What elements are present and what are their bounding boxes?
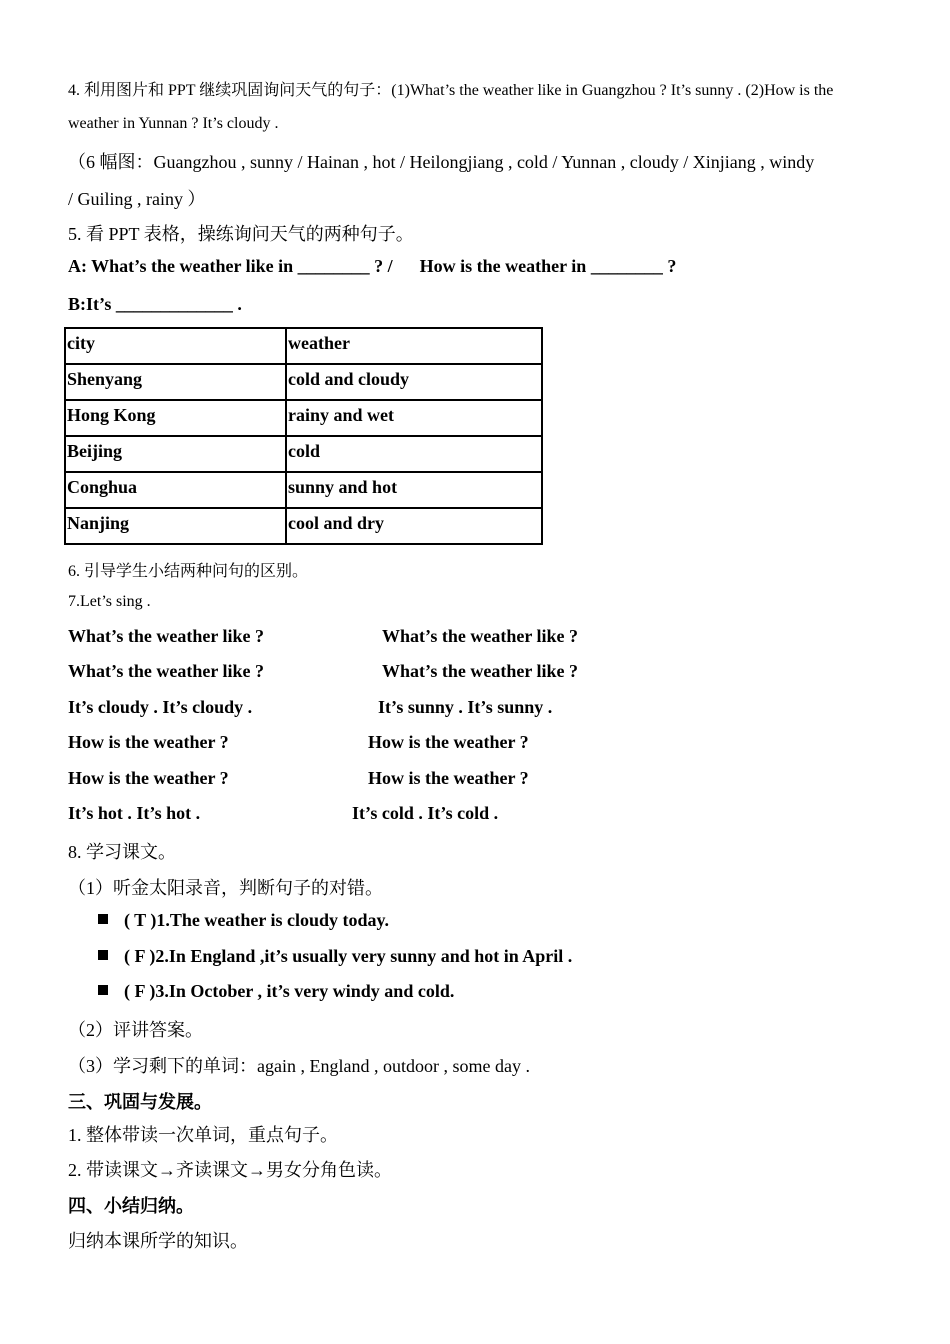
table-cell-city: Beijing <box>65 436 286 472</box>
section4-p1: 归纳本课所学的知识。 <box>68 1231 248 1251</box>
song-right-line: It’s cold . It’s cold . <box>352 803 499 823</box>
section4-heading: 四、小结归纳。 <box>68 1196 194 1216</box>
list-item-text: ( F )2.In England ,it’s usually very sunny and hot in April . <box>124 946 573 966</box>
step4-line1: 4. 利用图片和 PPT 继续巩固询问天气的句子：(1)What’s the weather like in Guangzhou ? It’s sunny . (2)How is the <box>68 82 834 99</box>
step5-answer: B:It’s _____________ . <box>68 294 242 314</box>
song-left-line: It’s hot . It’s hot . <box>68 803 201 823</box>
step5-title: 5. 看 PPT 表格，操练询问天气的两种句子。 <box>68 224 414 244</box>
table-cell-city: Hong Kong <box>65 400 286 436</box>
list-item-text: ( F )3.In October , it’s very windy and cold. <box>124 981 455 1001</box>
step6: 6. 引导学生小结两种问句的区别。 <box>68 563 309 580</box>
table-cell-city: Nanjing <box>65 508 286 544</box>
step4-line2: weather in Yunnan ? It’s cloudy . <box>68 115 279 132</box>
step8-sub3: （3）学习剩下的单词：again , England , outdoor , some day . <box>68 1056 530 1076</box>
table-cell-weather: cold and cloudy <box>286 364 542 400</box>
table-row <box>65 436 542 472</box>
table-header-cell: city <box>65 328 286 364</box>
song-right-line: What’s the weather like ? <box>382 626 578 646</box>
list-item-text: ( T )1.The weather is cloudy today. <box>124 910 390 930</box>
step4-line4: / Guiling , rainy ） <box>68 189 206 209</box>
table-cell-weather: rainy and wet <box>286 400 542 436</box>
step5-question: A: What’s the weather like in ________ ? / How is the weather in ________ ? <box>68 256 677 276</box>
table-row <box>65 508 542 544</box>
square-bullet-icon <box>98 914 108 924</box>
step8-sub1: （1）听金太阳录音，判断句子的对错。 <box>68 878 383 898</box>
song-right-line: What’s the weather like ? <box>382 661 578 681</box>
table-row <box>65 364 542 400</box>
table-header-row <box>65 328 542 364</box>
song-right-line: How is the weather ? <box>368 768 529 788</box>
song-left-line: What’s the weather like ? <box>68 626 264 646</box>
table-cell-weather: cold <box>286 436 542 472</box>
step8-sub2: （2）评讲答案。 <box>68 1020 203 1040</box>
step8-title: 8. 学习课文。 <box>68 842 176 862</box>
square-bullet-icon <box>98 985 108 995</box>
table-header-cell: weather <box>286 328 542 364</box>
step4-line3: （6 幅图：Guangzhou , sunny / Hainan , hot / Heilongjiang , cold / Yunnan , cloudy / Xinjiang , windy <box>68 152 815 172</box>
song-left-line: How is the weather ? <box>68 768 229 788</box>
list-item <box>98 981 454 1002</box>
song-left-line: What’s the weather like ? <box>68 661 264 681</box>
song-right-line: How is the weather ? <box>368 732 529 752</box>
song-left-line: It’s cloudy . It’s cloudy . <box>68 697 253 717</box>
section3-p1: 1. 整体带读一次单词，重点句子。 <box>68 1125 338 1145</box>
table-cell-weather: cool and dry <box>286 508 542 544</box>
table-cell-weather: sunny and hot <box>286 472 542 508</box>
table-row <box>65 472 542 508</box>
song-right-line: It’s sunny . It’s sunny . <box>378 697 553 717</box>
table-cell-city: Shenyang <box>65 364 286 400</box>
step7-title: 7.Let’s sing . <box>68 593 151 610</box>
table-cell-city: Conghua <box>65 472 286 508</box>
section3-p2: 2. 带读课文→齐读课文→男女分角色读。 <box>68 1160 392 1180</box>
weather-table <box>64 327 543 545</box>
table-row <box>65 400 542 436</box>
list-item <box>98 910 389 931</box>
square-bullet-icon <box>98 950 108 960</box>
song-left-line: How is the weather ? <box>68 732 229 752</box>
list-item <box>98 946 572 967</box>
section3-heading: 三、巩固与发展。 <box>68 1092 212 1112</box>
